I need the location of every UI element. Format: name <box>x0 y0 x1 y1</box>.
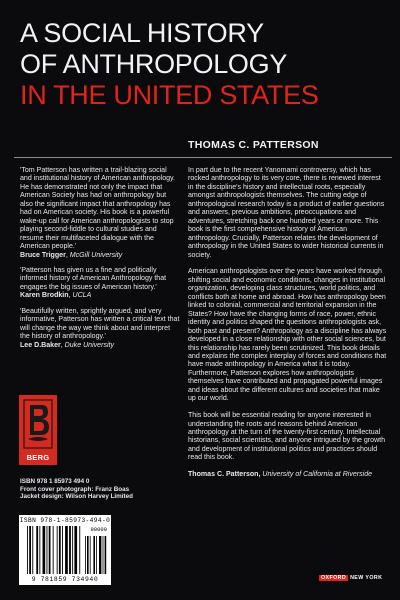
book-title <box>20 18 390 111</box>
book-description <box>188 167 388 488</box>
quote-author: Karen Brodkin <box>20 292 69 300</box>
quote-source: Karen Brodkin, UCLA <box>20 292 92 300</box>
quote-baker <box>20 308 180 350</box>
quote-source: Bruce Trigger, McGill University <box>20 251 123 259</box>
quote-brodkin <box>20 267 180 301</box>
quote-author: Lee D.Baker <box>20 341 61 349</box>
quote-affiliation: McGill University <box>69 251 123 259</box>
credit-design: Jacket design: Wilson Harvey Limited <box>20 493 133 501</box>
description-paragraph-1: In part due to the recent Yanomami controversy, which has rocked anthropology to its very core, there is renewed interest in the discipline's history and intellectual roots, especially amongst anthropologists themselves. The cutting edge of anthropological research today is a product of earlier questions and answers, previous ambitions, preoccupations and adventures, stretching back one hundred years or more. This book is the first comprehensive history of American anthropology. Crucially, Patterson relates the development of anthropology in the United States to wider historical currents in society. <box>188 167 385 259</box>
description-paragraph-3: This book will be essential reading for anyone interested in understanding the roots and reasons behind American anthropology at the turn of the twenty-first century. Intellectual historians, social scientists, and anyone intrigued by the growth and development of institutional politics and practices should read this book. <box>188 412 386 462</box>
quote-affiliation: Duke University <box>64 341 115 349</box>
author-bio-affiliation: University of California at Riverside <box>262 471 373 479</box>
imprint-new-york: NEW YORK <box>350 575 383 581</box>
berg-emblem-icon <box>19 395 57 453</box>
quote-text: 'Beautifully written, sprightly argued, and very informative, Patterson has written a critical text that will change the way we think about and interpret the history of anthropology.' <box>20 307 180 341</box>
logo-name: BERG <box>26 453 50 462</box>
quote-text: 'Tom Patterson has written a trail-blazing social and institutional history of American anthropology. He has demonstrated not only the impact that American Society has had on anthropology but also the significant impact that anthropology has had on American society. His book is a powerful wake-up call for American anthropologists to stop playing second-fiddle to cultural studies and resume their multifaceted dialogue with the American people.' <box>20 167 175 251</box>
title-line-3: IN THE UNITED STATES <box>20 80 319 110</box>
publisher-imprint <box>319 575 382 583</box>
barcode-isbn: ISBN 978-1-85973-494-0 <box>19 517 111 524</box>
quote-source: Lee D.Baker, Duke University <box>20 341 115 349</box>
quote-author: Bruce Trigger <box>20 251 66 259</box>
quote-text: 'Patterson has given us a fine and politically informed history of American Anthropology that engages the big issues of American history.' <box>20 266 167 291</box>
barcode-digits: 9 781859 734940 <box>31 576 99 583</box>
title-line-1: A SOCIAL HISTORY <box>20 18 264 48</box>
barcode-price-code: 90000 <box>90 526 107 533</box>
credit-isbn: ISBN 978 1 85973 494 0 <box>20 478 90 485</box>
title-line-2: OF ANTHROPOLOGY <box>20 49 288 79</box>
publisher-logo <box>19 395 57 465</box>
barcode <box>19 515 111 585</box>
divider-rule <box>14 157 392 158</box>
imprint-oxford: OXFORD <box>321 575 347 581</box>
endorsement-quotes <box>20 167 180 357</box>
quote-trigger <box>20 167 180 260</box>
cover-credits <box>20 478 200 501</box>
author-name: THOMAS C. PATTERSON <box>188 139 319 151</box>
quote-affiliation: UCLA <box>72 292 92 300</box>
credit-photo: Front cover photograph: Franz Boas <box>20 485 130 493</box>
description-paragraph-2: American anthropologists over the years have worked through shifting social and economic conditions, changes in institutional organization, developing class structures, world politics, and conflicts both at home and abroad. How has anthropology been linked to colonial, commercial and territorial expansion in the States? How have the changing forms of race, power, ethnic identity and politics shaped the questions anthropologists ask, both past and present? Anthropology as a discipline has always developed in a close relationship with other social sciences, but this relationship has rarely been scrutinized. This book details and explains the complex interplay of forces and conditions that have made anthropology in America what it is today. Furthermore, Patterson explores how anthropologists themselves have contributed and propagated powerful images and ideas about the different cultures and societies that make up our world. <box>188 268 387 403</box>
author-bio-name: Thomas C. Patterson, <box>188 471 261 479</box>
author-bio <box>188 471 388 479</box>
